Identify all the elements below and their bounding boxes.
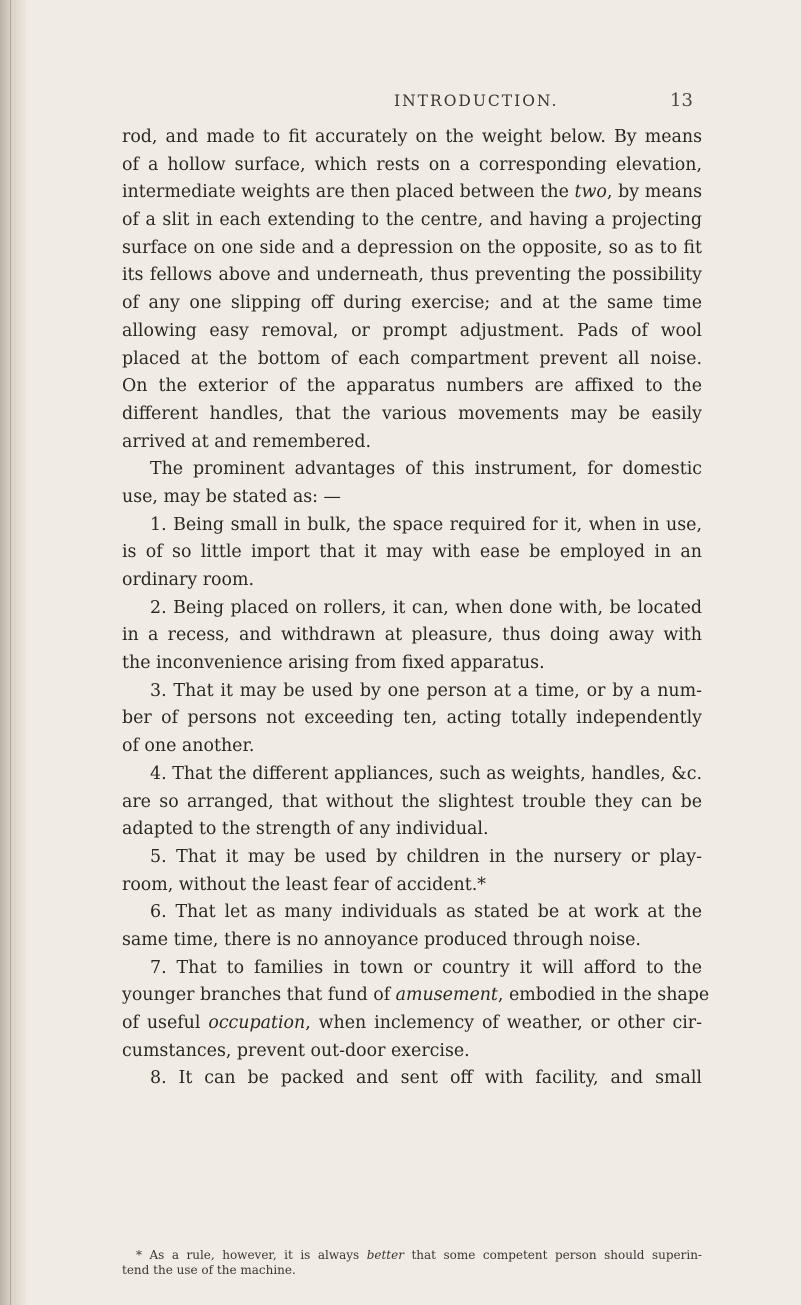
page-number: 13 xyxy=(670,90,693,111)
list-item-5: 5. That it may be used by children in the nursery or play- xyxy=(150,846,702,867)
body-text xyxy=(122,124,710,1093)
italic-word: two xyxy=(574,182,607,203)
footnote xyxy=(122,1248,702,1278)
text-line: room, without the least fear of accident.* xyxy=(122,874,486,895)
text-line: are so arranged, that without the slightest trouble they can be xyxy=(122,791,702,812)
footnote-line: tend the use of the machine. xyxy=(122,1263,296,1277)
footnote-line: * As a rule, however, it is always better that some competent person should superin- xyxy=(136,1248,702,1262)
list-item-3: 3. That it may be used by one person at a time, or by a num- xyxy=(150,680,702,701)
text-line: ber of persons not exceeding ten, acting totally independently xyxy=(122,708,702,729)
list-item-6: 6. That let as many individuals as stated be at work at the xyxy=(150,902,702,923)
list-item-4: 4. That the different appliances, such as weights, handles, &c. xyxy=(150,763,702,784)
text-line: The prominent advantages of this instrument, for domestic xyxy=(150,459,702,480)
text-line: younger branches that fund of amusement, embodied in the shape xyxy=(122,985,710,1006)
italic-word: amusement xyxy=(395,985,498,1006)
text-line: same time, there is no annoyance produced through noise. xyxy=(122,929,641,950)
text-line: cumstances, prevent out-door exercise. xyxy=(122,1040,470,1061)
text-line: of one another. xyxy=(122,736,255,757)
text-line: arrived at and remembered. xyxy=(122,431,372,452)
text-line: of useful occupation, when inclemency of weather, or other cir- xyxy=(122,1013,702,1033)
text-line: allowing easy removal, or prompt adjustment. Pads of wool xyxy=(122,320,702,341)
text-line: placed at the bottom of each compartment prevent all noise. xyxy=(122,348,702,369)
text-line: surface on one side and a depression on the opposite, so as to fit xyxy=(122,237,702,258)
text-line: rod, and made to fit accurately on the weight below. By means xyxy=(122,127,702,147)
text-line: of a hollow surface, which rests on a corresponding elevation, xyxy=(122,154,702,175)
text-line: is of so little import that it may with ease be employed in an xyxy=(122,542,702,563)
book-spine-shadow xyxy=(0,0,26,1305)
text-line: use, may be stated as: — xyxy=(122,486,341,507)
text-line: the inconvenience arising from fixed apparatus. xyxy=(122,653,545,674)
text-line: On the exterior of the apparatus numbers are affixed to the xyxy=(122,376,702,397)
list-item-2: 2. Being placed on rollers, it can, when done with, be located xyxy=(150,597,702,618)
list-item-7: 7. That to families in town or country it will afford to the xyxy=(150,957,702,978)
text-line: of a slit in each extending to the centre, and having a projecting xyxy=(122,210,702,231)
text-line: in a recess, and withdrawn at pleasure, thus doing away with xyxy=(122,625,702,646)
spine-edge-line xyxy=(10,0,11,1305)
list-item-1: 1. Being small in bulk, the space required for it, when in use, xyxy=(150,514,702,535)
list-item-8: 8. It can be packed and sent off with facility, and small xyxy=(150,1068,702,1089)
text-line: different handles, that the various movements may be easily xyxy=(122,403,702,424)
text-line: intermediate weights are then placed between the two, by means xyxy=(122,182,702,203)
page-header xyxy=(0,92,801,118)
text-line: its fellows above and underneath, thus preventing the possibility xyxy=(122,265,702,286)
italic-word: occupation xyxy=(208,1013,306,1033)
text-line: ordinary room. xyxy=(122,570,254,590)
italic-word: better xyxy=(366,1248,404,1262)
running-head: INTRODUCTION. xyxy=(394,92,559,110)
text-line: adapted to the strength of any individual. xyxy=(122,819,489,840)
text-line: of any one slipping off during exercise; and at the same time xyxy=(122,293,702,314)
